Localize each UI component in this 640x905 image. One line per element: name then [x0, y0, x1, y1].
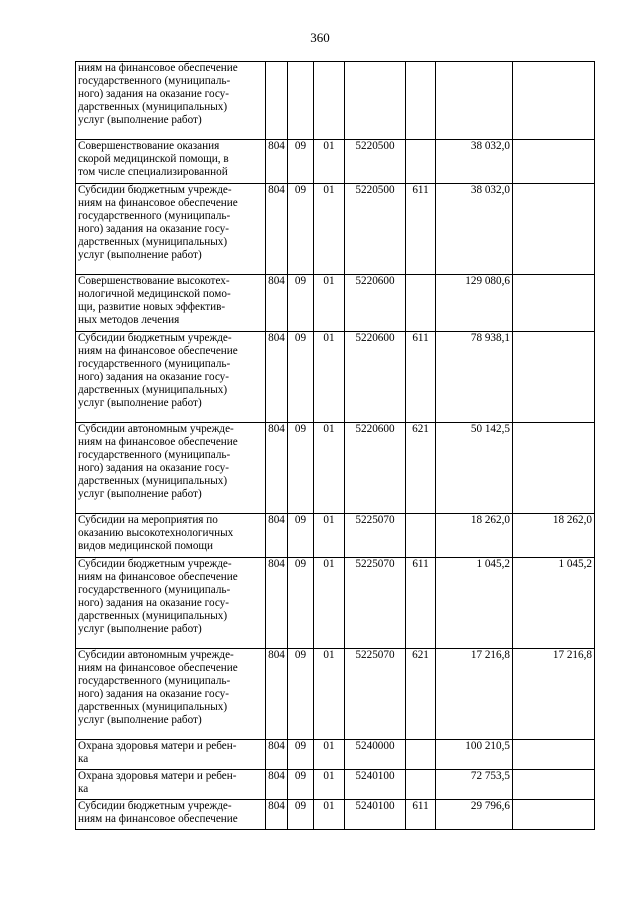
cell-department-code: 804 [266, 423, 288, 514]
cell-name: Субсидии автономным учрежде- ниям на финансовое обеспечение государственного (муниципаль- ного) задания на оказание госу- дарственных (муниципальных) услуг (выполнение работ) [76, 649, 266, 740]
cell-name: Совершенствование высокотех- нологичной медицинской помо- щи, развитие новых эффектив- ных методов лечения [76, 275, 266, 332]
cell-expense-type-code [406, 275, 436, 332]
cell-name: ниям на финансовое обеспечение государственного (муниципаль- ного) задания на оказание госу- дарственных (муниципальных) услуг (выполнение работ) [76, 62, 266, 140]
cell-name: Субсидии автономным учрежде- ниям на финансовое обеспечение государственного (муниципаль- ного) задания на оказание госу- дарственных (муниципальных) услуг (выполнение работ) [76, 423, 266, 514]
cell-section-code: 09 [288, 140, 314, 184]
table-row [76, 558, 595, 649]
cell-name: Совершенствование оказания скорой медицинской помощи, в том числе специализированной [76, 140, 266, 184]
cell-department-code: 804 [266, 649, 288, 740]
cell-department-code: 804 [266, 140, 288, 184]
cell-expense-type-code: 611 [406, 332, 436, 423]
cell-subsection-code: 01 [314, 184, 345, 275]
cell-section-code: 09 [288, 423, 314, 514]
cell-amount-federal: 17 216,8 [513, 649, 595, 740]
cell-target-article-code: 5225070 [345, 514, 406, 558]
table-row [76, 275, 595, 332]
cell-expense-type-code [406, 62, 436, 140]
cell-target-article-code: 5220500 [345, 140, 406, 184]
cell-amount: 100 210,5 [436, 740, 513, 770]
cell-expense-type-code: 611 [406, 184, 436, 275]
cell-amount-federal: 18 262,0 [513, 514, 595, 558]
cell-section-code: 09 [288, 558, 314, 649]
cell-target-article-code: 5220600 [345, 332, 406, 423]
cell-name: Субсидии бюджетным учрежде- ниям на финансовое обеспечение [76, 800, 266, 830]
cell-subsection-code: 01 [314, 770, 345, 800]
cell-amount: 72 753,5 [436, 770, 513, 800]
table-row [76, 770, 595, 800]
cell-section-code: 09 [288, 740, 314, 770]
cell-department-code [266, 62, 288, 140]
cell-amount: 1 045,2 [436, 558, 513, 649]
table-row [76, 62, 595, 140]
cell-name: Субсидии бюджетным учрежде- ниям на финансовое обеспечение государственного (муниципаль- ного) задания на оказание госу- дарственных (муниципальных) услуг (выполнение работ) [76, 332, 266, 423]
cell-subsection-code: 01 [314, 140, 345, 184]
cell-name: Субсидии бюджетным учрежде- ниям на финансовое обеспечение государственного (муниципаль- ного) задания на оказание госу- дарственных (муниципальных) услуг (выполнение работ) [76, 184, 266, 275]
cell-department-code: 804 [266, 184, 288, 275]
cell-amount-federal [513, 740, 595, 770]
table-row [76, 184, 595, 275]
cell-expense-type-code [406, 514, 436, 558]
cell-name: Субсидии бюджетным учрежде- ниям на финансовое обеспечение государственного (муниципаль- ного) задания на оказание госу- дарственных (муниципальных) услуг (выполнение работ) [76, 558, 266, 649]
cell-department-code: 804 [266, 558, 288, 649]
cell-amount: 38 032,0 [436, 140, 513, 184]
cell-amount-federal [513, 423, 595, 514]
cell-amount: 17 216,8 [436, 649, 513, 740]
cell-section-code: 09 [288, 514, 314, 558]
cell-subsection-code: 01 [314, 275, 345, 332]
table-row [76, 332, 595, 423]
cell-section-code: 09 [288, 184, 314, 275]
cell-expense-type-code [406, 740, 436, 770]
page-number: 360 [310, 30, 330, 45]
cell-department-code: 804 [266, 332, 288, 423]
cell-target-article-code: 5225070 [345, 558, 406, 649]
cell-department-code: 804 [266, 770, 288, 800]
cell-section-code: 09 [288, 770, 314, 800]
cell-name: Охрана здоровья матери и ребен- ка [76, 740, 266, 770]
cell-amount-federal [513, 140, 595, 184]
cell-name: Субсидии на мероприятия по оказанию высокотехнологичных видов медицинской помощи [76, 514, 266, 558]
cell-expense-type-code: 611 [406, 558, 436, 649]
budget-table [75, 61, 595, 830]
cell-subsection-code: 01 [314, 514, 345, 558]
cell-department-code: 804 [266, 800, 288, 830]
cell-amount: 129 080,6 [436, 275, 513, 332]
cell-expense-type-code [406, 770, 436, 800]
cell-target-article-code: 5240000 [345, 740, 406, 770]
cell-name: Охрана здоровья матери и ребен- ка [76, 770, 266, 800]
cell-subsection-code: 01 [314, 740, 345, 770]
cell-subsection-code [314, 62, 345, 140]
cell-amount-federal [513, 800, 595, 830]
cell-target-article-code: 5220600 [345, 423, 406, 514]
cell-target-article-code: 5220500 [345, 184, 406, 275]
cell-expense-type-code: 611 [406, 800, 436, 830]
cell-target-article-code: 5220600 [345, 275, 406, 332]
cell-department-code: 804 [266, 740, 288, 770]
cell-amount: 38 032,0 [436, 184, 513, 275]
cell-subsection-code: 01 [314, 558, 345, 649]
table-row [76, 514, 595, 558]
cell-amount: 29 796,6 [436, 800, 513, 830]
table-row [76, 649, 595, 740]
cell-amount-federal [513, 275, 595, 332]
cell-target-article-code: 5240100 [345, 770, 406, 800]
cell-section-code: 09 [288, 332, 314, 423]
cell-subsection-code: 01 [314, 649, 345, 740]
cell-target-article-code [345, 62, 406, 140]
cell-amount-federal [513, 332, 595, 423]
table-row [76, 800, 595, 830]
cell-amount-federal [513, 184, 595, 275]
cell-section-code: 09 [288, 275, 314, 332]
cell-subsection-code: 01 [314, 332, 345, 423]
cell-amount-federal [513, 770, 595, 800]
cell-subsection-code: 01 [314, 423, 345, 514]
cell-department-code: 804 [266, 514, 288, 558]
cell-department-code: 804 [266, 275, 288, 332]
cell-expense-type-code: 621 [406, 423, 436, 514]
cell-subsection-code: 01 [314, 800, 345, 830]
table-row [76, 140, 595, 184]
cell-expense-type-code [406, 140, 436, 184]
table-body [76, 62, 595, 830]
cell-expense-type-code: 621 [406, 649, 436, 740]
cell-section-code: 09 [288, 649, 314, 740]
cell-section-code: 09 [288, 800, 314, 830]
cell-section-code [288, 62, 314, 140]
cell-target-article-code: 5225070 [345, 649, 406, 740]
table-row [76, 740, 595, 770]
cell-amount: 50 142,5 [436, 423, 513, 514]
cell-amount: 78 938,1 [436, 332, 513, 423]
table-row [76, 423, 595, 514]
cell-amount-federal: 1 045,2 [513, 558, 595, 649]
cell-amount [436, 62, 513, 140]
cell-amount-federal [513, 62, 595, 140]
cell-amount: 18 262,0 [436, 514, 513, 558]
cell-target-article-code: 5240100 [345, 800, 406, 830]
